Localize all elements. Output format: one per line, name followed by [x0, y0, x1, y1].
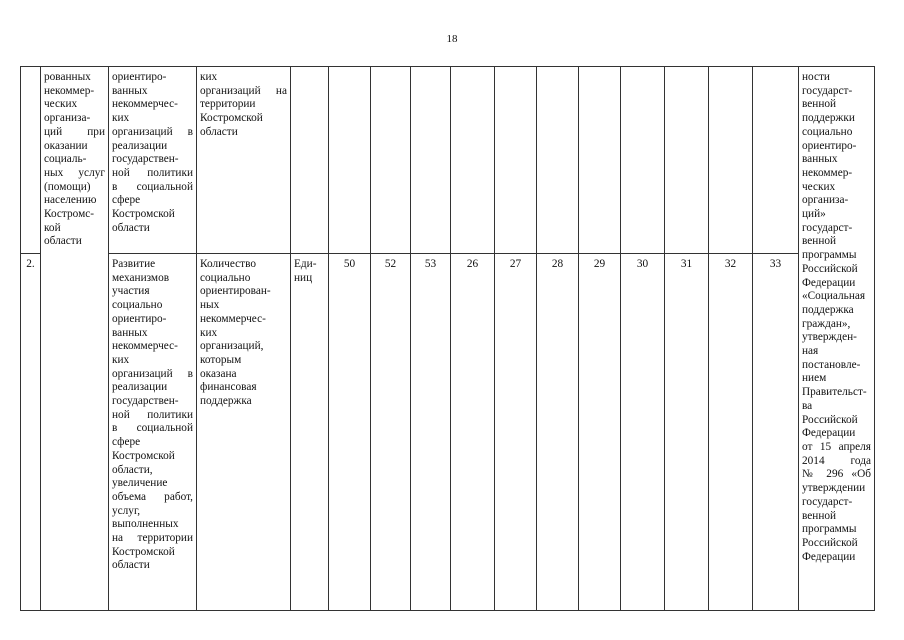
text-line: участия [112, 285, 150, 298]
text-line: социально [802, 125, 853, 138]
text-line: Количество [200, 258, 256, 270]
text-line: нием [802, 372, 827, 385]
text-line: рованных [44, 71, 91, 83]
text-line: ности [802, 71, 830, 83]
text-line: венной [802, 98, 837, 111]
program-name-text [44, 71, 105, 249]
value-cell: 30 [621, 254, 665, 611]
program-name-cell [41, 67, 109, 611]
text-line: ниц [294, 271, 313, 284]
value-cell: 32 [709, 254, 753, 611]
text-line: организаций в [112, 367, 193, 380]
text-line: на территории [112, 532, 193, 545]
table-row [21, 254, 875, 611]
text-line: некоммерчес- [200, 312, 266, 325]
text-line: услуг, [112, 504, 141, 517]
text-line: реализации [112, 381, 168, 394]
text-line: «Социальная [802, 290, 866, 303]
task-cell-continued [109, 67, 197, 254]
text-line: ций при [44, 125, 105, 138]
text-line: граждан», [802, 317, 851, 330]
text-line: Костромской [200, 112, 263, 125]
text-line: венной [802, 235, 837, 248]
text-line: социаль- [44, 153, 87, 166]
value-cell-empty [537, 67, 579, 254]
unit-cell-empty [291, 67, 329, 254]
text-line: утвержден- [802, 331, 857, 344]
value-cell-empty [621, 67, 665, 254]
text-line: постановле- [802, 358, 861, 371]
text-line: государствен- [112, 395, 179, 408]
text-line: территории [200, 98, 256, 111]
source-text [802, 71, 871, 564]
text-line: выполненных [112, 518, 179, 531]
text-line: в социальной [112, 180, 193, 193]
text-line: ких [200, 71, 218, 83]
text-line: программы [802, 523, 857, 536]
text-line: Костромской [112, 449, 175, 462]
text-line: объема работ, [112, 490, 193, 503]
text-line: в социальной [112, 422, 193, 435]
text-line: Костромс- [44, 208, 94, 221]
text-line: кой [44, 221, 61, 234]
value-cell: 28 [537, 254, 579, 611]
text-line: программы [802, 249, 857, 262]
value-cell-empty [411, 67, 451, 254]
indicator-table [20, 66, 875, 611]
text-line: поддержки [802, 112, 855, 125]
text-line: ких [112, 112, 130, 125]
text-line: Еди- [294, 258, 317, 270]
value-cell: 53 [411, 254, 451, 611]
text-line: ких [200, 326, 218, 339]
value-cell-empty [753, 67, 799, 254]
text-line: ной политики [112, 166, 193, 179]
indicator-text-continued [200, 71, 287, 140]
value-cell-empty [371, 67, 411, 254]
text-line: поддержка [802, 303, 854, 316]
text-line: финансовая [200, 381, 257, 394]
text-line: ная [802, 345, 819, 358]
indicator-cell-continued [197, 67, 291, 254]
text-line: ческих [802, 180, 836, 193]
text-line: социально [200, 271, 251, 284]
value-cell-empty [579, 67, 621, 254]
indicator-cell [197, 254, 291, 611]
text-line: 2014 года [802, 454, 871, 467]
text-line: ванных [802, 153, 838, 166]
text-line: которым [200, 353, 242, 366]
text-line: увеличение [112, 477, 168, 490]
text-line: (помощи) [44, 180, 91, 193]
text-line: организаций на [200, 84, 287, 97]
text-line: ориентирован- [200, 285, 271, 298]
text-line: поддержка [200, 395, 252, 408]
text-line: государст- [802, 84, 853, 97]
text-line: от 15 апреля [802, 440, 871, 453]
page-number: 18 [446, 33, 458, 45]
text-line: оказании [44, 139, 88, 152]
value-cell-empty [495, 67, 537, 254]
value-cell: 52 [371, 254, 411, 611]
text-line: государствен- [112, 153, 179, 166]
text-line: Федерации [802, 276, 856, 289]
text-line: ва [802, 399, 813, 412]
text-line: населению [44, 194, 97, 207]
text-line: ных [200, 299, 220, 312]
value-cell: 33 [753, 254, 799, 611]
task-cell [109, 254, 197, 611]
source-cell [799, 67, 875, 611]
text-line: ций» [802, 208, 826, 221]
text-line: оказана [200, 367, 237, 380]
text-line: организа- [44, 112, 91, 125]
text-line: организаций, [200, 340, 264, 353]
text-line: Костромской [112, 208, 175, 221]
value-cell: 27 [495, 254, 537, 611]
text-line: организаций в [112, 125, 193, 138]
text-line: организа- [802, 194, 849, 207]
text-line: области [44, 235, 82, 248]
text-line: Российской [802, 536, 858, 549]
text-line: некоммерчес- [112, 340, 178, 353]
text-line: Развитие [112, 258, 156, 270]
text-line: некоммер- [802, 166, 853, 179]
value-cell: 31 [665, 254, 709, 611]
text-line: ориентиро- [112, 71, 167, 83]
text-line: ных услуг [44, 166, 105, 179]
value-cell-empty [665, 67, 709, 254]
value-cell: 29 [579, 254, 621, 611]
number-cell-empty [21, 67, 41, 254]
text-line: Российской [802, 262, 858, 275]
text-line: Федерации [802, 550, 856, 563]
text-line: механизмов [112, 271, 170, 284]
text-line: ориентиро- [112, 312, 167, 325]
unit-text [294, 258, 325, 285]
text-line: ванных [112, 84, 148, 97]
text-line: Российской [802, 413, 858, 426]
text-line: Костромской [112, 545, 175, 558]
text-line: государст- [802, 221, 853, 234]
text-line: государст- [802, 495, 853, 508]
text-line: сфере [112, 436, 141, 449]
indicator-text [200, 258, 287, 409]
text-line: ной политики [112, 408, 193, 421]
text-line: ванных [112, 326, 148, 339]
text-line: реализации [112, 139, 168, 152]
task-text [112, 258, 193, 573]
text-line: области [200, 125, 238, 138]
text-line: № 296 «Об [802, 468, 871, 481]
text-line: области [112, 221, 150, 234]
text-line: области, [112, 463, 153, 476]
text-line: области [112, 559, 150, 572]
text-line: некоммерчес- [112, 98, 178, 111]
text-line: Правительст- [802, 386, 867, 399]
text-line: социально [112, 299, 163, 312]
row-number: 2. [21, 254, 41, 611]
value-cell: 26 [451, 254, 495, 611]
unit-cell [291, 254, 329, 611]
text-line: сфере [112, 194, 141, 207]
text-line: венной [802, 509, 837, 522]
text-line: утверждении [802, 482, 866, 495]
task-text-continued [112, 71, 193, 235]
text-line: ориентиро- [802, 139, 857, 152]
text-line: ких [112, 353, 130, 366]
value-cell-empty [451, 67, 495, 254]
text-line: Федерации [802, 427, 856, 440]
value-cell: 50 [329, 254, 371, 611]
value-cell-empty [329, 67, 371, 254]
text-line: некоммер- [44, 84, 95, 97]
table-row-continued [21, 67, 875, 254]
text-line: ческих [44, 98, 78, 111]
value-cell-empty [709, 67, 753, 254]
